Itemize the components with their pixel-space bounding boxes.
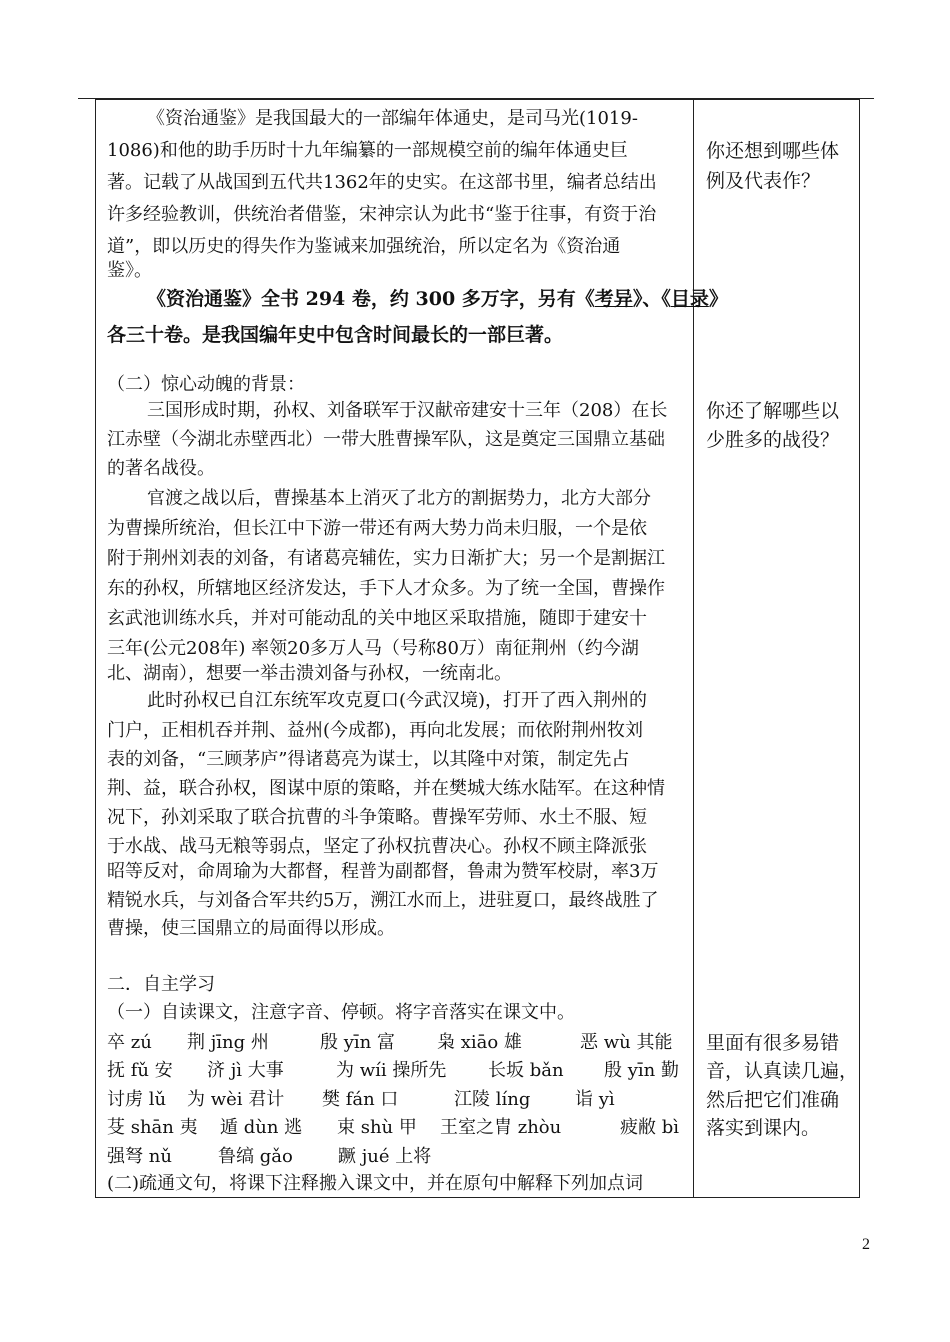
mulu-link: 目录: [670, 288, 709, 310]
background-line: 东的孙权，所辖地区经济发达，手下人才众多。为了统一全国，曹操作: [107, 578, 665, 599]
vocab-item: 抚 fǔ 安: [107, 1060, 173, 1081]
vocab-item: 疲敝 bì: [620, 1117, 680, 1138]
side-note-line: 你还想到哪些体: [706, 140, 840, 162]
vocab-item: 为 wèi 君计: [187, 1089, 285, 1110]
intro-line: 许多经验教训，供统治者借鉴，宋神宗认为此书“鉴于往事，有资于治: [107, 204, 657, 225]
intro-line: 鉴》。: [107, 260, 152, 281]
section-heading: 二．自主学习: [107, 974, 215, 995]
intro-line: 道”，即以历史的得失作为鉴诫来加强统治，所以定名为《资治通: [107, 236, 621, 257]
vocab-item: 荆 jīng 州: [187, 1032, 269, 1053]
background-line: 况下，孙刘采取了联合抗曹的斗争策略。曹操军劳师、水土不服、短: [107, 807, 647, 828]
subsection-heading: （一）自读课文，注意字音、停顿。将字音落实在课文中。: [107, 1002, 575, 1023]
side-note-line: 音，认真读几遍，: [706, 1060, 859, 1082]
vocab-item: 为 wíi 操所先: [336, 1060, 447, 1081]
section-heading: （二）惊心动魄的背景：: [107, 374, 305, 395]
bold-note-line: [147, 288, 728, 310]
vocab-item: 讨虏 lǔ: [107, 1089, 167, 1110]
vocab-item: 殷 yīn 富: [320, 1032, 395, 1053]
side-note-line: 少胜多的战役？: [706, 429, 840, 451]
background-line: 玄武池训练水兵，并对可能动乱的关中地区采取措施，随即于建安十: [107, 608, 647, 629]
side-note-line: 里面有很多易错: [706, 1032, 840, 1054]
vocab-item: 王室之胄 zhòu: [440, 1117, 562, 1138]
page-number: 2: [862, 1236, 870, 1253]
background-line: 三国形成时期，孙权、刘备联军于汉献帝建安十三年（208）在长: [147, 400, 668, 421]
bold-text: 《资治通鉴》全书 294 卷，约 300 多万字，另有《: [147, 288, 595, 310]
background-line: 于水战、战马无粮等弱点，坚定了孙权抗曹决心。孙权不顾主降派张: [107, 836, 647, 857]
background-line: 北、湖南），想要一举击溃刘备与孙权，一统南北。: [107, 663, 512, 684]
vocab-item: 蹶 jué 上将: [338, 1146, 432, 1167]
vocab-item: 诣 yì: [575, 1089, 615, 1110]
kaoyi-link: 考异: [594, 288, 633, 310]
side-note-line: 落实到课内。: [706, 1117, 821, 1139]
vocab-item: 樊 fán 口: [322, 1089, 399, 1110]
side-note-line: 然后把它们准确: [706, 1089, 840, 1111]
background-line: 精锐水兵，与刘备合军共约5万，溯江水而上，进驻夏口，最终战胜了: [107, 890, 659, 911]
background-line: 附于荆州刘表的刘备，有诸葛亮辅佐，实力日渐扩大；另一个是割据江: [107, 548, 665, 569]
background-line: 官渡之战以后，曹操基本上消灭了北方的割据势力，北方大部分: [147, 488, 651, 509]
vocab-item: 芟 shān 夷: [107, 1117, 198, 1138]
background-line: 门户，正相机吞并荆、益州(今成都)，再向北发展；而依附荆州牧刘: [107, 720, 644, 741]
background-line: 昭等反对，命周瑜为大都督，程普为副都督，鲁肃为赞军校尉，率3万: [107, 861, 659, 882]
background-line: 三年(公元208年) 率领20多万人马（号称80万）南征荆州（约今湖: [107, 638, 639, 659]
vocab-item: 恶 wù 其能: [580, 1032, 673, 1053]
background-line: 为曹操所统治，但长江中下游一带还有两大势力尚未归服，一个是依: [107, 518, 647, 539]
intro-line: 1086)和他的助手历时十九年编纂的一部规模空前的编年体通史巨: [107, 140, 628, 161]
intro-line: 著。记载了从战国到五代共1362年的史实。在这部书里，编者总结出: [107, 172, 657, 193]
vocab-item: 江陵 líng: [454, 1089, 531, 1110]
bold-note-line: 各三十卷。是我国编年史中包含时间最长的一部巨著。: [107, 324, 564, 346]
background-line: 荆、益，联合孙权，图谋中原的策略，并在樊城大练水陆军。在这种情: [107, 778, 665, 799]
background-line: 江赤壁（今湖北赤壁西北）一带大胜曹操军队，这是奠定三国鼎立基础: [107, 429, 665, 450]
background-line: 表的刘备，“三顾茅庐”得诸葛亮为谋士，以其隆中对策，制定先占: [107, 749, 630, 770]
vocab-item: 遁 dùn 逃: [220, 1117, 303, 1138]
side-note-line: 你还了解哪些以: [706, 400, 840, 422]
intro-line: 《资治通鉴》是我国最大的一部编年体通史，是司马光(1019-: [147, 108, 638, 129]
column-divider: [693, 99, 694, 1198]
background-line: 此时孙权已自江东统军攻克夏口(今武汉境)，打开了西入荆州的: [147, 690, 648, 711]
background-line: 曹操，使三国鼎立的局面得以形成。: [107, 918, 395, 939]
vocab-item: 强弩 nǔ: [107, 1146, 172, 1167]
vocab-item: 济 jì 大事: [207, 1060, 284, 1081]
vocab-item: 束 shù 甲: [337, 1117, 417, 1138]
vocab-item: 卒 zú: [107, 1032, 152, 1053]
vocab-item: 殷 yīn 勤: [604, 1060, 679, 1081]
background-line: 的著名战役。: [107, 458, 215, 479]
side-note-line: 例及代表作？: [706, 170, 821, 192]
vocab-item: 枭 xiāo 雄: [437, 1032, 522, 1053]
vocab-item: 鲁缟 gǎo: [218, 1146, 293, 1167]
vocab-item: 长坂 bǎn: [488, 1060, 564, 1081]
bold-text: 》、《: [632, 288, 671, 310]
subsection-heading: (二)疏通文句，将课下注释搬入课文中，并在原句中解释下列加点词: [107, 1173, 644, 1194]
bold-text: 》: [708, 288, 728, 310]
